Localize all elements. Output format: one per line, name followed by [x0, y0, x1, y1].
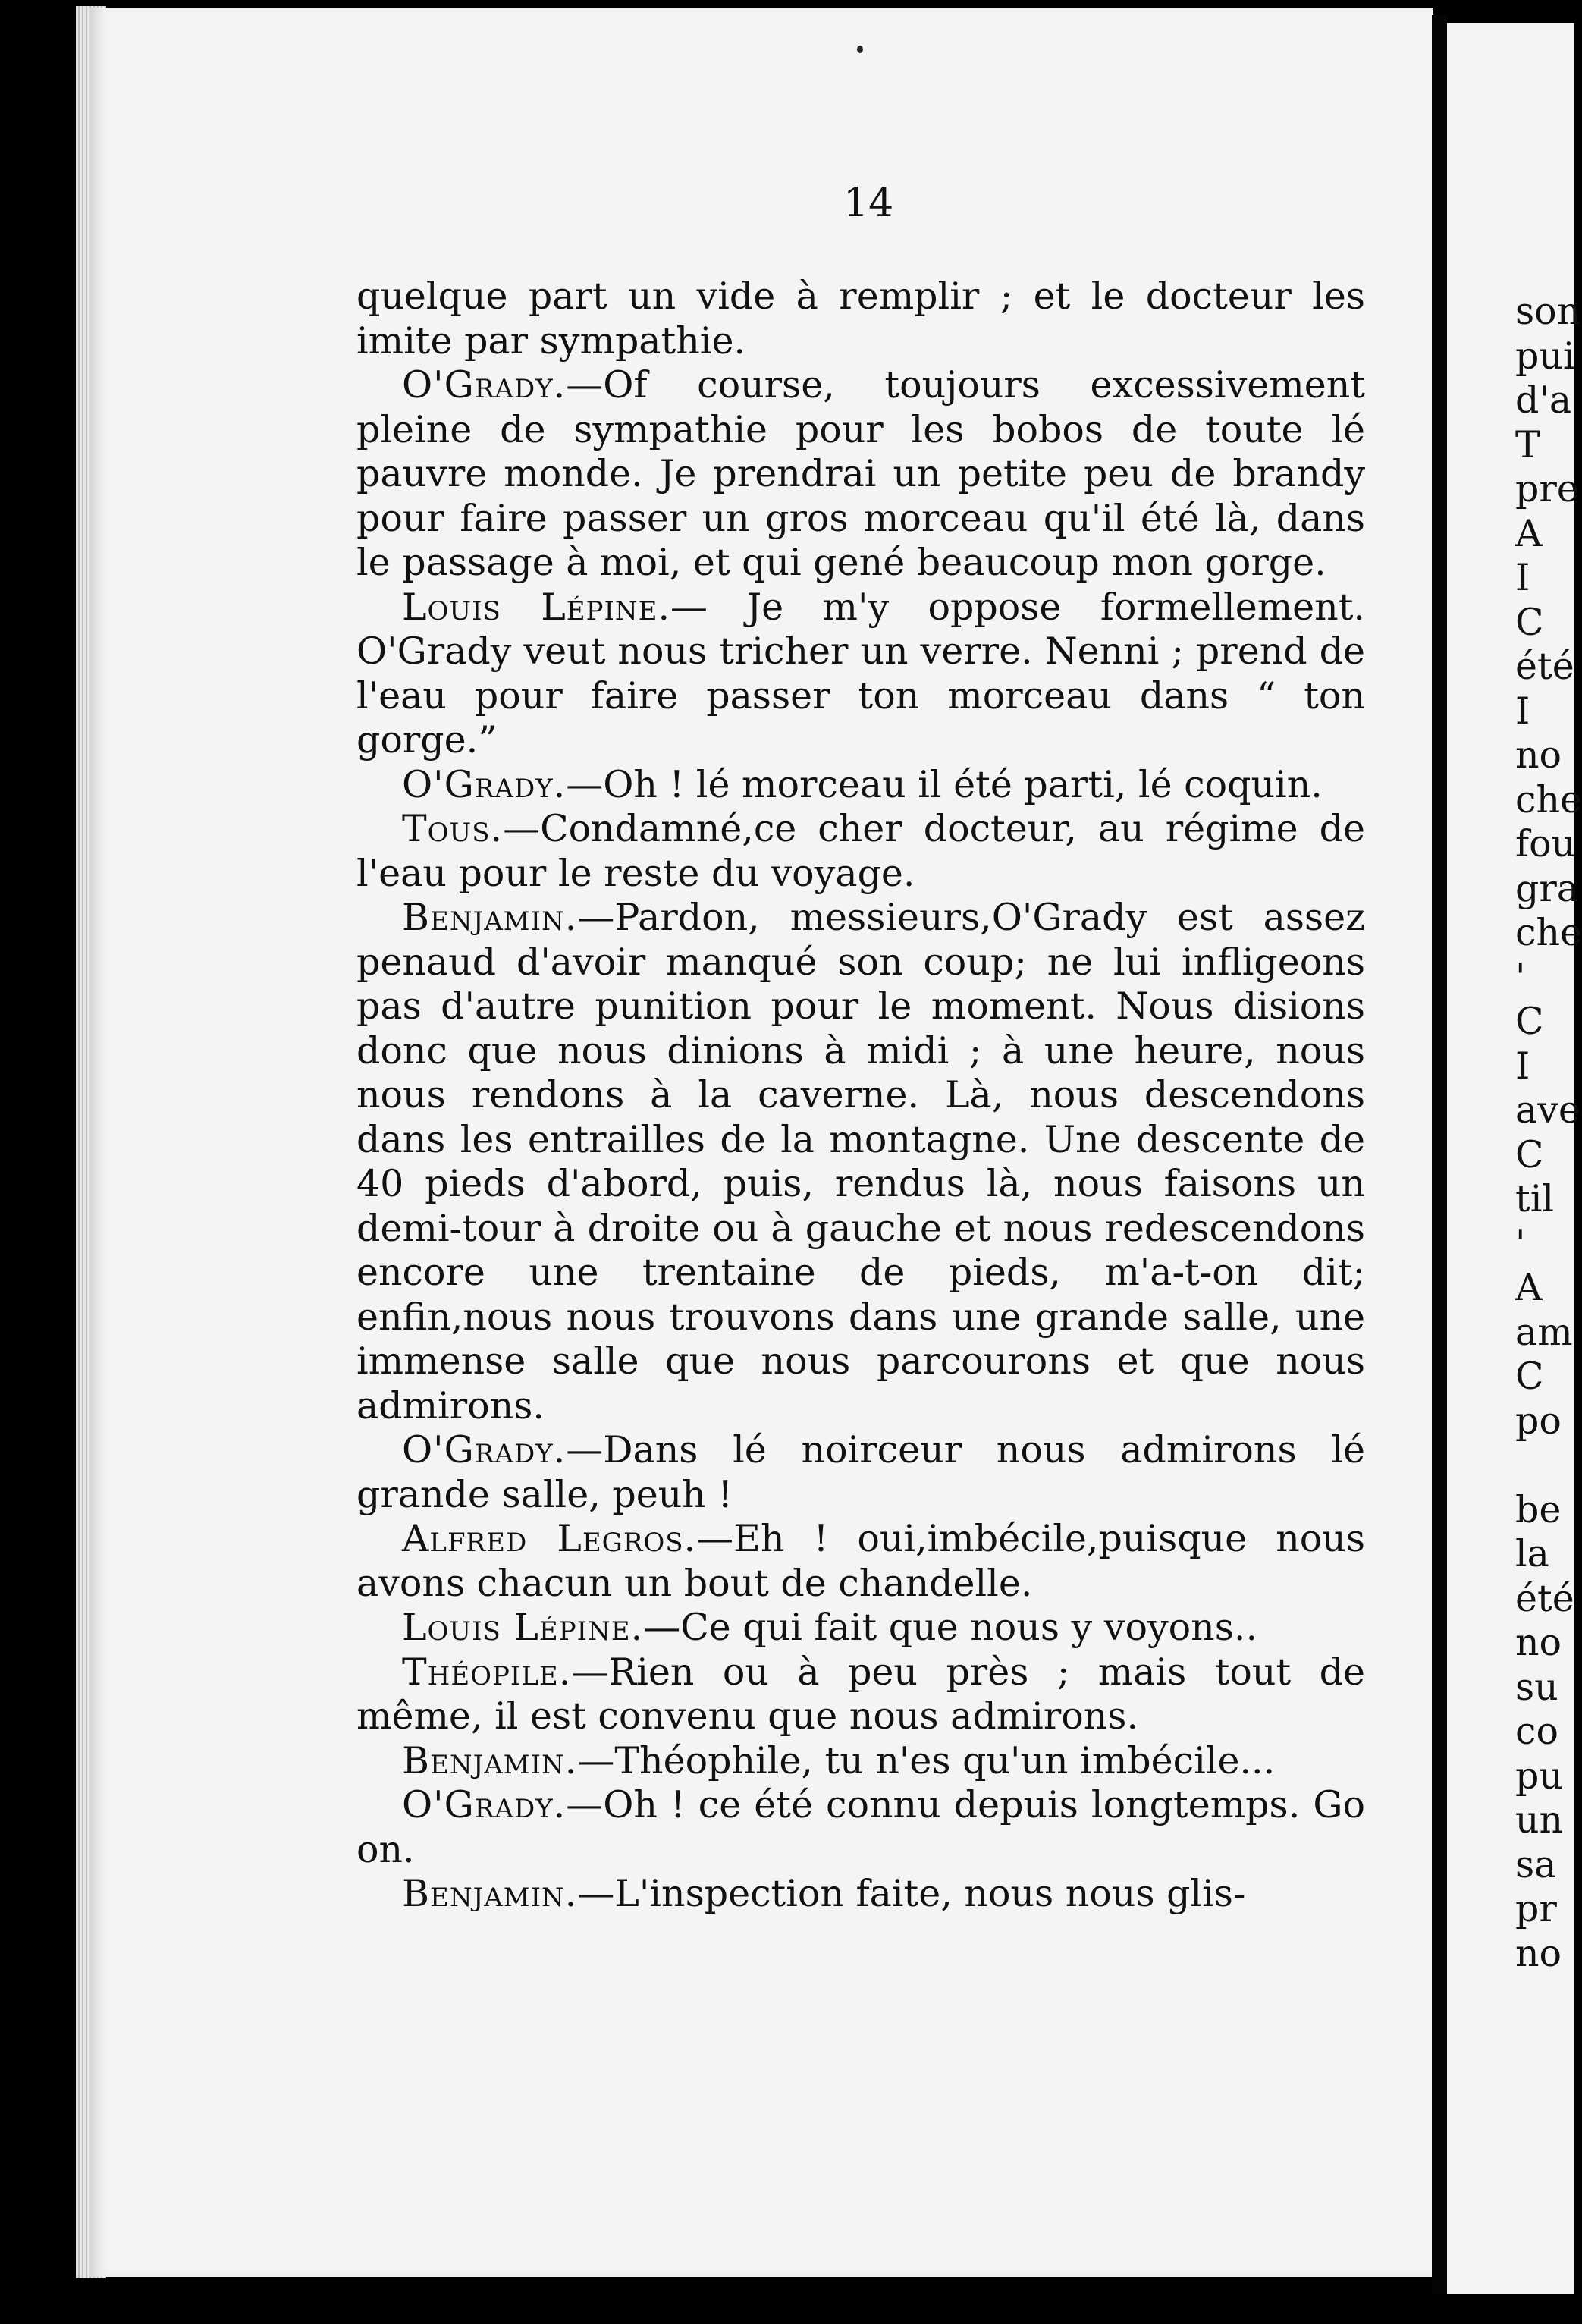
right-page-fragment: che	[1515, 911, 1582, 954]
paragraph	[356, 763, 1365, 808]
right-page-fragment: C	[1515, 1355, 1544, 1398]
paragraph	[356, 1428, 1365, 1517]
speaker-name: Louis Lépine.	[402, 585, 671, 629]
page-text	[356, 275, 1365, 1917]
right-page-fragment: sa	[1515, 1842, 1557, 1886]
speaker-name: Théopile.	[402, 1650, 572, 1694]
speaker-name: O'Grady.	[402, 1783, 567, 1826]
ink-speck	[857, 46, 863, 53]
right-page-fragment: d'a	[1515, 378, 1572, 422]
right-page-fragment: po	[1515, 1399, 1562, 1443]
right-page-fragment: '	[1515, 955, 1526, 999]
paragraph-text: —Dans lé noirceur nous admirons lé grande salle, peuh !	[356, 1428, 1365, 1516]
right-page-fragment: gra	[1515, 866, 1580, 910]
right-page-fragment: son	[1515, 290, 1581, 333]
paragraph-text: —Oh ! lé morceau il été parti, lé coquin.	[566, 762, 1323, 806]
right-page-fragment: no	[1515, 1621, 1562, 1664]
right-page-fragment: I	[1515, 1044, 1530, 1088]
paragraph-text: —Rien ou à peu près ; mais tout de même, il est convenu que nous admirons.	[356, 1650, 1365, 1738]
paragraph	[356, 1872, 1365, 1917]
right-page-fragment: C	[1515, 1132, 1544, 1176]
paragraph-text: —Condamné,ce cher docteur, au régime de l'eau pour le reste du voyage.	[356, 807, 1365, 895]
right-page-fragment: pr	[1515, 1887, 1557, 1930]
speaker-name: Tous.	[402, 807, 504, 850]
right-page-text	[1515, 290, 1582, 1976]
paragraph-text: —Oh ! ce été connu depuis longtemps. Go on.	[356, 1783, 1365, 1871]
paragraph	[356, 1650, 1365, 1739]
paragraph	[356, 807, 1365, 896]
right-page-fragment: che	[1515, 777, 1582, 821]
paragraph-text: —Of course, toujours excessivement pleine de sympathie pour les bobos de toute lé pauvre monde. Je prendrai un petite peu de brandy pour faire passer un gros morceau qu'il été là, dans le passage à moi, et qui gené beaucoup mon gorge.	[356, 363, 1365, 584]
right-page-fragment: ave	[1515, 1088, 1580, 1132]
speaker-name: O'Grady.	[402, 1428, 567, 1471]
speaker-name: Benjamin.	[402, 1872, 578, 1915]
right-page-fragment: no	[1515, 1931, 1562, 1975]
right-page-fragment: be	[1515, 1487, 1562, 1531]
paragraph	[356, 896, 1365, 1428]
page-number: 14	[843, 181, 894, 226]
right-page-fragment: été	[1515, 645, 1574, 688]
right-page-fragment: été	[1515, 1576, 1574, 1620]
paragraph	[356, 1739, 1365, 1784]
right-page-fragment: la	[1515, 1532, 1549, 1575]
right-page-fragment: fou	[1515, 822, 1576, 865]
right-page-fragment: I	[1515, 689, 1530, 733]
paragraph-text: — Je m'y oppose formellement. O'Grady veut nous tricher un verre. Nenni ; prend de l'eau pour faire passer ton morceau dans “ ton gorge.”	[356, 585, 1365, 762]
paragraph-text: —Théophile, tu n'es qu'un imbécile...	[577, 1738, 1276, 1782]
paragraph-text: —Pardon, messieurs,O'Grady est assez penaud d'avoir manqué son coup; ne lui infligeons pas d'autre punition pour le moment. Nous disions donc que nous dinions à midi ; à une heure, nous nous rendons à la caverne. Là, nous descendons dans les entrailles de la montagne. Une descente de 40 pieds d'abord, puis, rendus là, nous faisons un demi-tour à droite ou à gauche et nous redescendons encore une trentaine de pieds, m'a-t-on dit; enfin,nous nous trouvons dans une grande salle, une immense salle que nous parcourons et que nous admirons.	[356, 896, 1365, 1427]
paragraph	[356, 275, 1365, 363]
right-page-fragment: no	[1515, 733, 1562, 777]
speaker-name: Benjamin.	[402, 1738, 578, 1782]
paragraph	[356, 1606, 1365, 1650]
paragraph-text: —Ce qui fait que nous y voyons..	[643, 1606, 1258, 1649]
paragraph-text: —L'inspection faite, nous nous glis-	[577, 1872, 1246, 1915]
right-page-fragment: '	[1515, 1221, 1526, 1265]
right-page-fragment: til	[1515, 1177, 1555, 1220]
right-page-fragment: T	[1515, 422, 1540, 466]
speaker-name: Louis Lépine.	[402, 1606, 644, 1649]
speaker-name: O'Grady.	[402, 363, 567, 407]
right-page-fragment: C	[1515, 1000, 1544, 1043]
right-page-fragment: A	[1515, 1266, 1543, 1309]
speaker-name: O'Grady.	[402, 762, 567, 806]
paragraph-text: quelque part un vide à remplir ; et le docteur les imite par sympathie.	[356, 275, 1365, 363]
paragraph	[356, 1783, 1365, 1872]
paragraph	[356, 363, 1365, 586]
right-page-fragment: pui	[1515, 334, 1575, 378]
right-page-fragment	[1515, 1443, 1582, 1488]
right-page-fragment: pre	[1515, 467, 1579, 510]
right-page-fragment: pu	[1515, 1754, 1563, 1798]
right-page	[1447, 23, 1582, 2294]
paragraph	[356, 586, 1365, 763]
right-page-fragment: C	[1515, 600, 1544, 644]
right-page-fragment: co	[1515, 1710, 1558, 1753]
book-gutter	[1432, 15, 1447, 2294]
speaker-name: Alfred Legros.	[402, 1517, 697, 1560]
right-page-fragment: un	[1515, 1798, 1564, 1842]
right-page-fragment: A	[1515, 511, 1543, 555]
right-page-fragment: su	[1515, 1665, 1558, 1709]
paragraph	[356, 1517, 1365, 1606]
speaker-name: Benjamin.	[402, 896, 578, 939]
right-page-fragment: I	[1515, 556, 1530, 599]
right-page-fragment: am	[1515, 1310, 1573, 1354]
paragraph-text: —Eh ! oui,imbécile,puisque nous avons chacun un bout de chandelle.	[356, 1517, 1365, 1605]
